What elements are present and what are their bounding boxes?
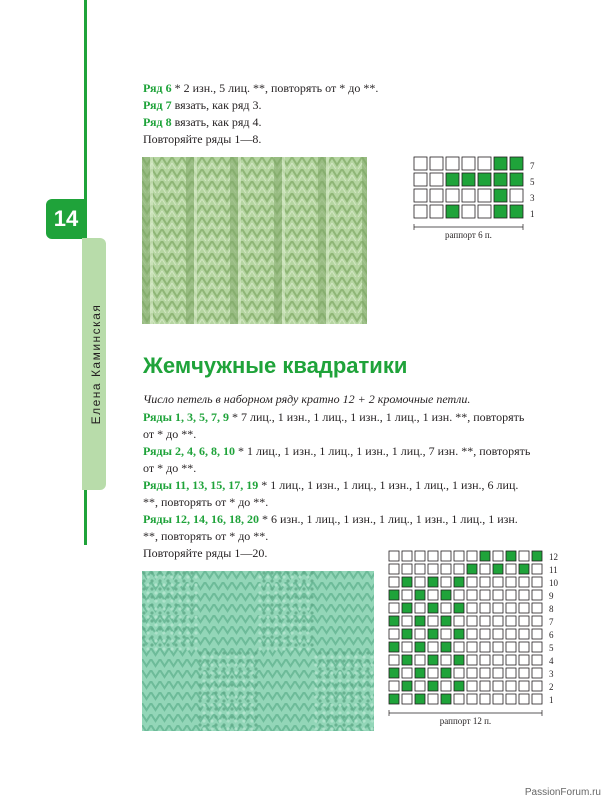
chart-cell-purl	[441, 694, 451, 704]
chart-cell-knit	[462, 189, 475, 202]
chart-cell-knit	[389, 681, 399, 691]
chart-cell-knit	[389, 577, 399, 587]
chart-cell-knit	[428, 668, 438, 678]
author-name: Елена Каминская	[89, 303, 103, 425]
chart-cell-knit	[519, 551, 529, 561]
repeat-note: Повторяйте ряды 1—20.	[143, 546, 268, 560]
chart-row-label: 1	[530, 209, 535, 219]
chart-cell-purl	[454, 629, 464, 639]
chart-cell-purl	[494, 189, 507, 202]
chart-cell-knit	[506, 577, 516, 587]
chart-cell-purl	[494, 157, 507, 170]
chart-cell-knit	[441, 577, 451, 587]
section2-text	[143, 409, 530, 562]
chart-cell-knit	[493, 668, 503, 678]
chart-cell-purl	[454, 577, 464, 587]
chart-cell-knit	[454, 616, 464, 626]
page-number: 14	[46, 199, 86, 239]
chart-cell-knit	[493, 603, 503, 613]
chart-cell-purl	[454, 603, 464, 613]
chart-cell-knit	[480, 616, 490, 626]
chart-cell-knit	[402, 616, 412, 626]
chart-cell-knit	[532, 681, 542, 691]
chart-row-label: 5	[549, 643, 554, 653]
chart-cell-knit	[493, 681, 503, 691]
chart-cell-knit	[454, 551, 464, 561]
chart-cell-purl	[389, 694, 399, 704]
chart-cell-purl	[389, 616, 399, 626]
chart-cell-knit	[467, 590, 477, 600]
intro-note: Число петель в наборном ряду кратно 12 + 2 кромочные петли.	[143, 392, 471, 406]
chart-cell-knit	[480, 603, 490, 613]
chart-cell-knit	[462, 157, 475, 170]
chart-cell-purl	[510, 205, 523, 218]
row-instruction: Ряд 6 * 2 изн., 5 лиц. **, повторять от * до **.	[143, 81, 379, 95]
chart-cell-knit	[428, 551, 438, 561]
chart-cell-knit	[480, 590, 490, 600]
chart-cell-knit	[402, 642, 412, 652]
chart-cell-knit	[446, 157, 459, 170]
chart-row-label: 12	[549, 552, 558, 562]
chart-cell-purl	[506, 551, 516, 561]
chart-row-label: 6	[549, 630, 554, 640]
chart-cell-knit	[402, 590, 412, 600]
chart-cell-knit	[467, 616, 477, 626]
chart-cell-knit	[506, 694, 516, 704]
chart-cell-purl	[428, 603, 438, 613]
chart-cell-knit	[415, 551, 425, 561]
chart-cell-knit	[414, 205, 427, 218]
chart-row-label: 8	[549, 604, 554, 614]
chart-row-label: 2	[549, 682, 554, 692]
chart-cell-purl	[510, 157, 523, 170]
chart-cell-knit	[454, 564, 464, 574]
chart-cell-knit	[454, 668, 464, 678]
chart-cell-knit	[506, 668, 516, 678]
chart-row-label: 3	[549, 669, 554, 679]
chart-row-label: 4	[549, 656, 554, 666]
chart-cell-knit	[430, 189, 443, 202]
row-instruction-cont: **, повторять от * до **.	[143, 529, 269, 543]
chart-cell-knit	[478, 205, 491, 218]
chart-cell-knit	[428, 590, 438, 600]
swatch-photo-1	[142, 157, 367, 324]
chart-cell-knit	[519, 590, 529, 600]
row-instruction: Ряды 11, 13, 15, 17, 19 * 1 лиц., 1 изн., 1 лиц., 1 изн., 1 лиц., 1 изн., 6 лиц.	[143, 478, 519, 492]
chart-row-label: 10	[549, 578, 558, 588]
row-instruction: Ряд 7 вязать, как ряд 3.	[143, 98, 262, 112]
chart-cell-purl	[389, 642, 399, 652]
chart-cell-purl	[415, 668, 425, 678]
chart-cell-knit	[467, 681, 477, 691]
chart-cell-knit	[441, 655, 451, 665]
chart-caption: раппорт 12 п.	[439, 716, 492, 726]
chart-cell-knit	[532, 590, 542, 600]
chart-cell-knit	[532, 642, 542, 652]
chart-caption: раппорт 6 п.	[445, 230, 492, 240]
chart-cell-knit	[519, 681, 529, 691]
chart-cell-purl	[415, 616, 425, 626]
chart-cell-purl	[428, 577, 438, 587]
chart-cell-knit	[493, 590, 503, 600]
chart-cell-purl	[389, 590, 399, 600]
chart-cell-knit	[480, 694, 490, 704]
chart-cell-knit	[428, 694, 438, 704]
chart-cell-knit	[467, 577, 477, 587]
knitting-chart-1	[412, 155, 552, 243]
chart-cell-knit	[415, 681, 425, 691]
chart-cell-knit	[441, 564, 451, 574]
chart-cell-knit	[389, 655, 399, 665]
chart-cell-purl	[428, 655, 438, 665]
chart-cell-knit	[480, 681, 490, 691]
chart-cell-knit	[493, 655, 503, 665]
chart-cell-knit	[454, 590, 464, 600]
chart-cell-purl	[428, 681, 438, 691]
chart-cell-purl	[493, 564, 503, 574]
chart-cell-knit	[519, 642, 529, 652]
watermark: PassionForum.ru	[524, 787, 601, 798]
chart-cell-knit	[467, 655, 477, 665]
chart-cell-knit	[446, 189, 459, 202]
chart-cell-knit	[389, 603, 399, 613]
chart-cell-purl	[467, 564, 477, 574]
chart-cell-knit	[389, 564, 399, 574]
chart-cell-purl	[402, 629, 412, 639]
chart-cell-knit	[532, 629, 542, 639]
chart-cell-knit	[430, 205, 443, 218]
chart-cell-purl	[402, 681, 412, 691]
chart-row-label: 1	[549, 695, 554, 705]
swatch-photo-2	[142, 571, 374, 731]
chart-cell-knit	[454, 694, 464, 704]
chart-cell-knit	[493, 629, 503, 639]
chart-cell-knit	[519, 694, 529, 704]
chart-cell-knit	[506, 603, 516, 613]
chart-cell-purl	[428, 629, 438, 639]
chart-cell-knit	[480, 577, 490, 587]
chart-cell-knit	[441, 681, 451, 691]
chart-row-label: 3	[530, 193, 535, 203]
chart-cell-knit	[519, 668, 529, 678]
chart-cell-knit	[510, 189, 523, 202]
chart-cell-knit	[415, 629, 425, 639]
chart-cell-knit	[428, 616, 438, 626]
section1-text	[143, 80, 378, 148]
chart-cell-knit	[467, 603, 477, 613]
row-instruction-cont: **, повторять от * до **.	[143, 495, 269, 509]
chart-cell-knit	[414, 157, 427, 170]
chart-cell-purl	[402, 655, 412, 665]
chart-cell-knit	[480, 629, 490, 639]
row-instruction-cont: от * до **.	[143, 461, 197, 475]
repeat-note: Повторяйте ряды 1—8.	[143, 132, 262, 146]
chart-row-label: 11	[549, 565, 558, 575]
chart-cell-purl	[402, 577, 412, 587]
chart-cell-purl	[446, 173, 459, 186]
chart-cell-knit	[506, 655, 516, 665]
chart-cell-knit	[506, 616, 516, 626]
chart-cell-knit	[506, 642, 516, 652]
chart-cell-knit	[532, 694, 542, 704]
chart-cell-purl	[415, 642, 425, 652]
chart-cell-purl	[389, 668, 399, 678]
chart-cell-knit	[478, 157, 491, 170]
chart-cell-knit	[493, 642, 503, 652]
chart-cell-knit	[430, 157, 443, 170]
chart-cell-purl	[402, 603, 412, 613]
row-instruction: Ряды 1, 3, 5, 7, 9 * 7 лиц., 1 изн., 1 лиц., 1 изн., 1 лиц., 1 изн. **, повторять	[143, 410, 525, 424]
chart-cell-knit	[519, 603, 529, 613]
chart-cell-knit	[532, 616, 542, 626]
chart-cell-knit	[532, 668, 542, 678]
chart-cell-knit	[454, 642, 464, 652]
chart-cell-knit	[467, 668, 477, 678]
chart-row-label: 9	[549, 591, 554, 601]
chart-cell-knit	[389, 551, 399, 561]
chart-cell-knit	[493, 616, 503, 626]
chart-cell-knit	[428, 642, 438, 652]
chart-cell-knit	[519, 629, 529, 639]
chart-cell-knit	[493, 694, 503, 704]
chart-cell-knit	[415, 564, 425, 574]
section-title: Жемчужные квадратики	[143, 353, 408, 378]
chart-cell-purl	[519, 564, 529, 574]
chart-cell-knit	[519, 616, 529, 626]
chart-cell-purl	[415, 694, 425, 704]
row-instruction-cont: от * до **.	[143, 427, 197, 441]
chart-cell-knit	[493, 577, 503, 587]
chart-cell-knit	[441, 629, 451, 639]
chart-cell-knit	[467, 629, 477, 639]
chart-cell-knit	[415, 577, 425, 587]
chart-cell-knit	[402, 694, 412, 704]
chart-cell-knit	[441, 603, 451, 613]
chart-cell-purl	[462, 173, 475, 186]
chart-cell-knit	[519, 655, 529, 665]
chart-cell-knit	[519, 577, 529, 587]
row-instruction: Ряды 2, 4, 6, 8, 10 * 1 лиц., 1 изн., 1 лиц., 1 изн., 1 лиц., 7 изн. **, повторять	[143, 444, 531, 458]
row-instruction: Ряды 12, 14, 16, 18, 20 * 6 изн., 1 лиц., 1 изн., 1 лиц., 1 изн., 1 лиц., 1 изн.	[143, 512, 518, 526]
chart-cell-knit	[532, 564, 542, 574]
chart-cell-purl	[415, 590, 425, 600]
chart-cell-purl	[478, 173, 491, 186]
chart-cell-purl	[441, 642, 451, 652]
chart-cell-purl	[441, 668, 451, 678]
chart-cell-knit	[493, 551, 503, 561]
chart-cell-purl	[454, 655, 464, 665]
chart-cell-knit	[402, 551, 412, 561]
chart-cell-knit	[506, 629, 516, 639]
chart-cell-knit	[506, 564, 516, 574]
knitting-chart-2	[387, 549, 567, 737]
chart-cell-knit	[462, 205, 475, 218]
chart-cell-knit	[480, 642, 490, 652]
chart-cell-knit	[428, 564, 438, 574]
chart-cell-purl	[494, 173, 507, 186]
chart-cell-purl	[480, 551, 490, 561]
chart-cell-knit	[506, 681, 516, 691]
chart-cell-purl	[494, 205, 507, 218]
chart-row-label: 7	[530, 161, 535, 171]
chart-cell-knit	[532, 577, 542, 587]
chart-cell-knit	[480, 564, 490, 574]
chart-cell-knit	[402, 668, 412, 678]
chart-cell-knit	[430, 173, 443, 186]
chart-cell-knit	[506, 590, 516, 600]
chart-cell-knit	[480, 655, 490, 665]
chart-cell-purl	[510, 173, 523, 186]
chart-cell-knit	[389, 629, 399, 639]
chart-cell-knit	[478, 189, 491, 202]
chart-cell-purl	[446, 205, 459, 218]
chart-cell-knit	[467, 642, 477, 652]
chart-cell-knit	[480, 668, 490, 678]
chart-cell-knit	[414, 189, 427, 202]
chart-row-label: 7	[549, 617, 554, 627]
chart-cell-knit	[402, 564, 412, 574]
chart-cell-knit	[441, 551, 451, 561]
chart-cell-purl	[441, 590, 451, 600]
chart-cell-knit	[532, 655, 542, 665]
chart-cell-knit	[467, 694, 477, 704]
chart-cell-knit	[414, 173, 427, 186]
row-instruction: Ряд 8 вязать, как ряд 4.	[143, 115, 262, 129]
chart-cell-purl	[454, 681, 464, 691]
chart-cell-knit	[415, 655, 425, 665]
chart-cell-knit	[467, 551, 477, 561]
chart-cell-knit	[415, 603, 425, 613]
chart-cell-purl	[532, 551, 542, 561]
chart-cell-knit	[532, 603, 542, 613]
chart-cell-purl	[441, 616, 451, 626]
chart-row-label: 5	[530, 177, 535, 187]
